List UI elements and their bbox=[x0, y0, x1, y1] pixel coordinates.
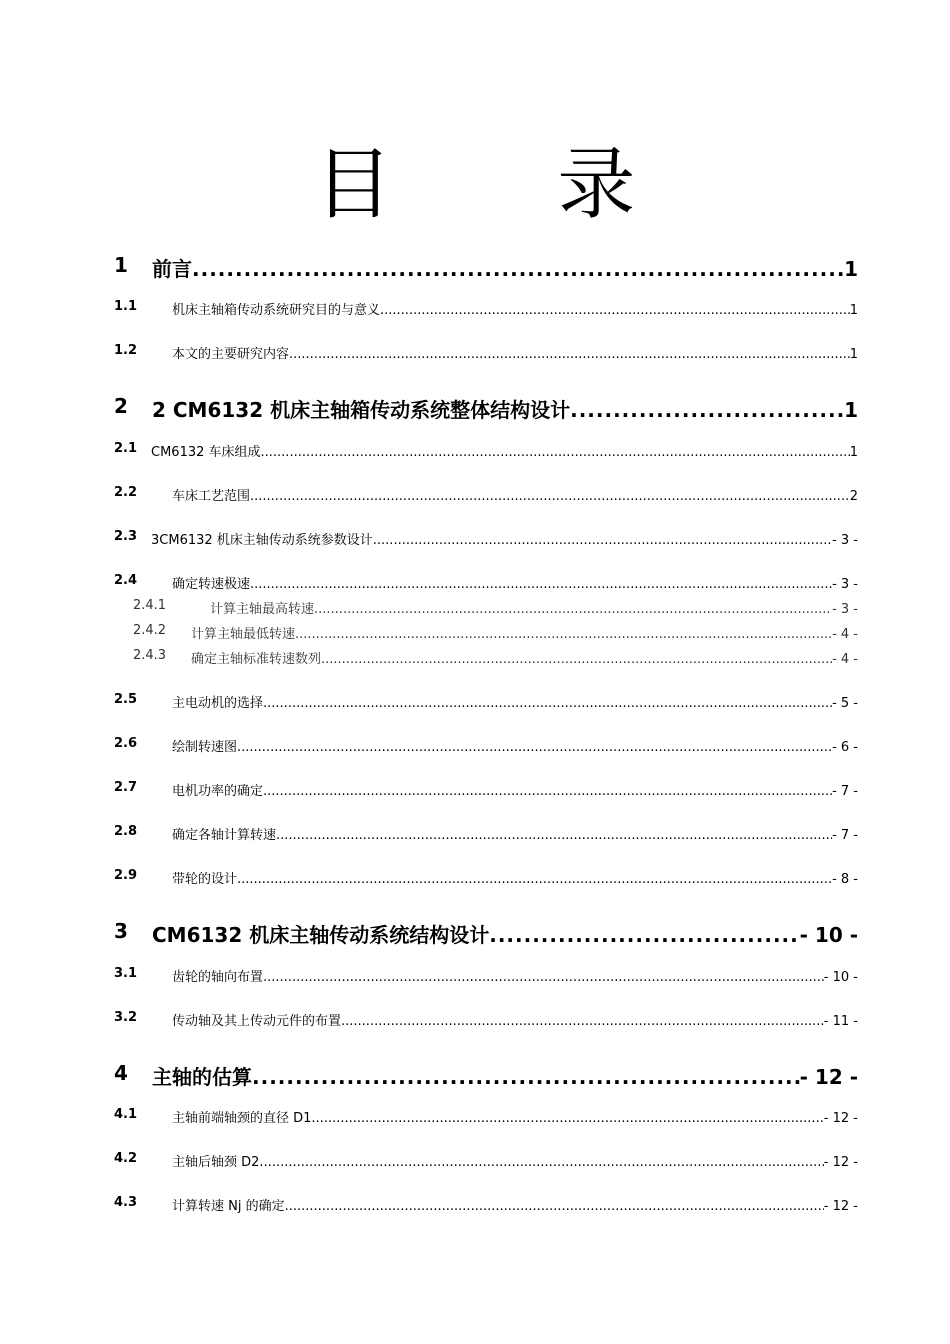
toc-leader-dots bbox=[285, 1199, 824, 1214]
toc-entry[interactable] bbox=[0, 394, 950, 423]
toc-leader-dots bbox=[321, 652, 832, 667]
toc-entry-label: 主轴前端轴颈的直径 D1 bbox=[172, 1111, 312, 1126]
toc-leader-dots bbox=[295, 627, 832, 642]
toc-entry-number: 2.2 bbox=[114, 485, 138, 500]
toc-entry[interactable] bbox=[0, 253, 950, 282]
toc-leader-dots bbox=[263, 970, 824, 985]
toc-entry-label: 计算转速 Nj 的确定 bbox=[172, 1199, 285, 1214]
toc-entry-label: CM6132 车床组成 bbox=[151, 445, 261, 460]
toc-leader-dots bbox=[252, 1065, 800, 1089]
toc-entry-label: 主电动机的选择 bbox=[172, 696, 264, 711]
toc-entry-number: 2.4.1 bbox=[133, 598, 167, 613]
toc-entry[interactable] bbox=[0, 966, 950, 985]
toc-entry-page: - 3 - bbox=[832, 602, 858, 617]
toc-entry-page: - 3 - bbox=[832, 577, 858, 592]
toc-entry-label: 主轴的估算 bbox=[152, 1065, 252, 1089]
toc-entry-number: 4.3 bbox=[114, 1195, 138, 1210]
toc-leader-dots bbox=[237, 872, 832, 887]
toc-entry-label: 传动轴及其上传动元件的布置 bbox=[172, 1014, 342, 1029]
toc-entry-page: - 5 - bbox=[832, 696, 858, 711]
toc-entry-number: 2.8 bbox=[114, 824, 138, 839]
toc-entry[interactable] bbox=[0, 1010, 950, 1029]
toc-leader-dots bbox=[250, 577, 832, 592]
toc-entry-page: - 12 - bbox=[823, 1111, 858, 1126]
toc-entry-number: 1.1 bbox=[114, 299, 138, 314]
toc-leader-dots bbox=[314, 602, 832, 617]
toc-entry-page: 2 bbox=[849, 489, 858, 504]
toc-entry[interactable] bbox=[0, 598, 950, 617]
toc-entry-number: 3.2 bbox=[114, 1010, 138, 1025]
toc-leader-dots bbox=[489, 923, 799, 947]
toc-entry[interactable] bbox=[0, 648, 950, 667]
toc-entry[interactable] bbox=[0, 1151, 950, 1170]
toc-entry-label: 确定转速极速 bbox=[172, 577, 251, 592]
toc-leader-dots bbox=[289, 347, 850, 362]
toc-entry-page: - 3 - bbox=[832, 533, 858, 548]
toc-entry-number: 2.4.3 bbox=[133, 648, 167, 663]
toc-leader-dots bbox=[276, 828, 832, 843]
toc-entry-page: 1 bbox=[844, 257, 858, 281]
toc-entry-page: - 12 - bbox=[823, 1199, 858, 1214]
toc-entry-page: - 4 - bbox=[832, 652, 858, 667]
toc-entry[interactable] bbox=[0, 485, 950, 504]
toc-entry[interactable] bbox=[0, 736, 950, 755]
toc-entry[interactable] bbox=[0, 692, 950, 711]
toc-leader-dots bbox=[311, 1111, 823, 1126]
toc-entry-page: - 7 - bbox=[832, 784, 858, 799]
toc-entry-number: 3.1 bbox=[114, 966, 138, 981]
toc-entry[interactable] bbox=[0, 573, 950, 592]
toc-entry-label: 电机功率的确定 bbox=[172, 784, 264, 799]
toc-entry-page: - 4 - bbox=[832, 627, 858, 642]
toc-entry-number: 2.9 bbox=[114, 868, 138, 883]
toc-entry-page: - 10 - bbox=[799, 923, 858, 947]
toc-entry-page: - 10 - bbox=[823, 970, 858, 985]
toc-entry-label: 车床工艺范围 bbox=[172, 489, 251, 504]
toc-entry-number: 2.5 bbox=[114, 692, 138, 707]
toc-entry-label: 带轮的设计 bbox=[172, 872, 238, 887]
toc-entry-page: 1 bbox=[849, 303, 858, 318]
toc-entry-label: 前言 bbox=[152, 257, 192, 281]
toc-entry-label: 2 CM6132 机床主轴箱传动系统整体结构设计 bbox=[152, 398, 571, 422]
toc-entry-page: - 11 - bbox=[823, 1014, 858, 1029]
toc-entry-number: 4.2 bbox=[114, 1151, 138, 1166]
toc-entry[interactable] bbox=[0, 343, 950, 362]
toc-entry-label: 3CM6132 机床主轴传动系统参数设计 bbox=[151, 533, 373, 548]
toc-entry-label: 确定主轴标准转速数列 bbox=[191, 652, 322, 667]
toc-leader-dots bbox=[341, 1014, 824, 1029]
toc-entry-number: 2 bbox=[114, 394, 128, 418]
toc-entry-label: 主轴后轴颈 D2 bbox=[172, 1155, 260, 1170]
toc-entry[interactable] bbox=[0, 529, 950, 548]
toc-entry[interactable] bbox=[0, 868, 950, 887]
toc-entry[interactable] bbox=[0, 1107, 950, 1126]
toc-entry-number: 2.4 bbox=[114, 573, 138, 588]
toc-leader-dots bbox=[570, 398, 844, 422]
toc-entry-number: 3 bbox=[114, 919, 128, 943]
toc-entry-label: 齿轮的轴向布置 bbox=[172, 970, 264, 985]
toc-leader-dots bbox=[380, 303, 850, 318]
toc-entry-page: - 7 - bbox=[832, 828, 858, 843]
toc-entry-label: 机床主轴箱传动系统研究目的与意义 bbox=[172, 303, 381, 318]
toc-entry[interactable] bbox=[0, 780, 950, 799]
toc-entry-label: 绘制转速图 bbox=[172, 740, 238, 755]
toc-entry-page: - 8 - bbox=[832, 872, 858, 887]
toc-entry-number: 4.1 bbox=[114, 1107, 138, 1122]
toc-leader-dots bbox=[261, 445, 850, 460]
toc-leader-dots bbox=[192, 257, 844, 281]
toc-entry[interactable] bbox=[0, 299, 950, 318]
toc-title: 目 录 bbox=[314, 140, 706, 230]
toc-entry-label: 计算主轴最高转速 bbox=[210, 602, 315, 617]
toc-leader-dots bbox=[259, 1155, 823, 1170]
toc-entry-number: 1 bbox=[114, 253, 128, 277]
toc-leader-dots bbox=[263, 784, 832, 799]
toc-leader-dots bbox=[373, 533, 832, 548]
toc-entry-number: 2.6 bbox=[114, 736, 138, 751]
toc-entry[interactable] bbox=[0, 1195, 950, 1214]
toc-entry-page: - 12 - bbox=[823, 1155, 858, 1170]
toc-leader-dots bbox=[263, 696, 832, 711]
toc-entry-label: 计算主轴最低转速 bbox=[191, 627, 296, 642]
toc-entry-page: - 12 - bbox=[799, 1065, 858, 1089]
toc-entry-label: 本文的主要研究内容 bbox=[172, 347, 290, 362]
toc-entry-label: 确定各轴计算转速 bbox=[172, 828, 277, 843]
toc-entry-page: 1 bbox=[849, 445, 858, 460]
toc-entry-number: 4 bbox=[114, 1061, 128, 1085]
toc-entry[interactable] bbox=[0, 441, 950, 460]
toc-entry-number: 2.3 bbox=[114, 529, 138, 544]
toc-entry-page: - 6 - bbox=[832, 740, 858, 755]
toc-leader-dots bbox=[250, 489, 850, 504]
toc-entry[interactable] bbox=[0, 1061, 950, 1090]
toc-entry-page: 1 bbox=[844, 398, 858, 422]
toc-entry-number: 2.4.2 bbox=[133, 623, 167, 638]
toc-entry[interactable] bbox=[0, 824, 950, 843]
toc-entry[interactable] bbox=[0, 919, 950, 948]
toc-entry[interactable] bbox=[0, 623, 950, 642]
toc-entry-label: CM6132 机床主轴传动系统结构设计 bbox=[152, 923, 490, 947]
toc-entry-number: 2.7 bbox=[114, 780, 138, 795]
toc-leader-dots bbox=[237, 740, 832, 755]
toc-entry-number: 2.1 bbox=[114, 441, 138, 456]
toc-entry-number: 1.2 bbox=[114, 343, 138, 358]
toc-entry-page: 1 bbox=[849, 347, 858, 362]
